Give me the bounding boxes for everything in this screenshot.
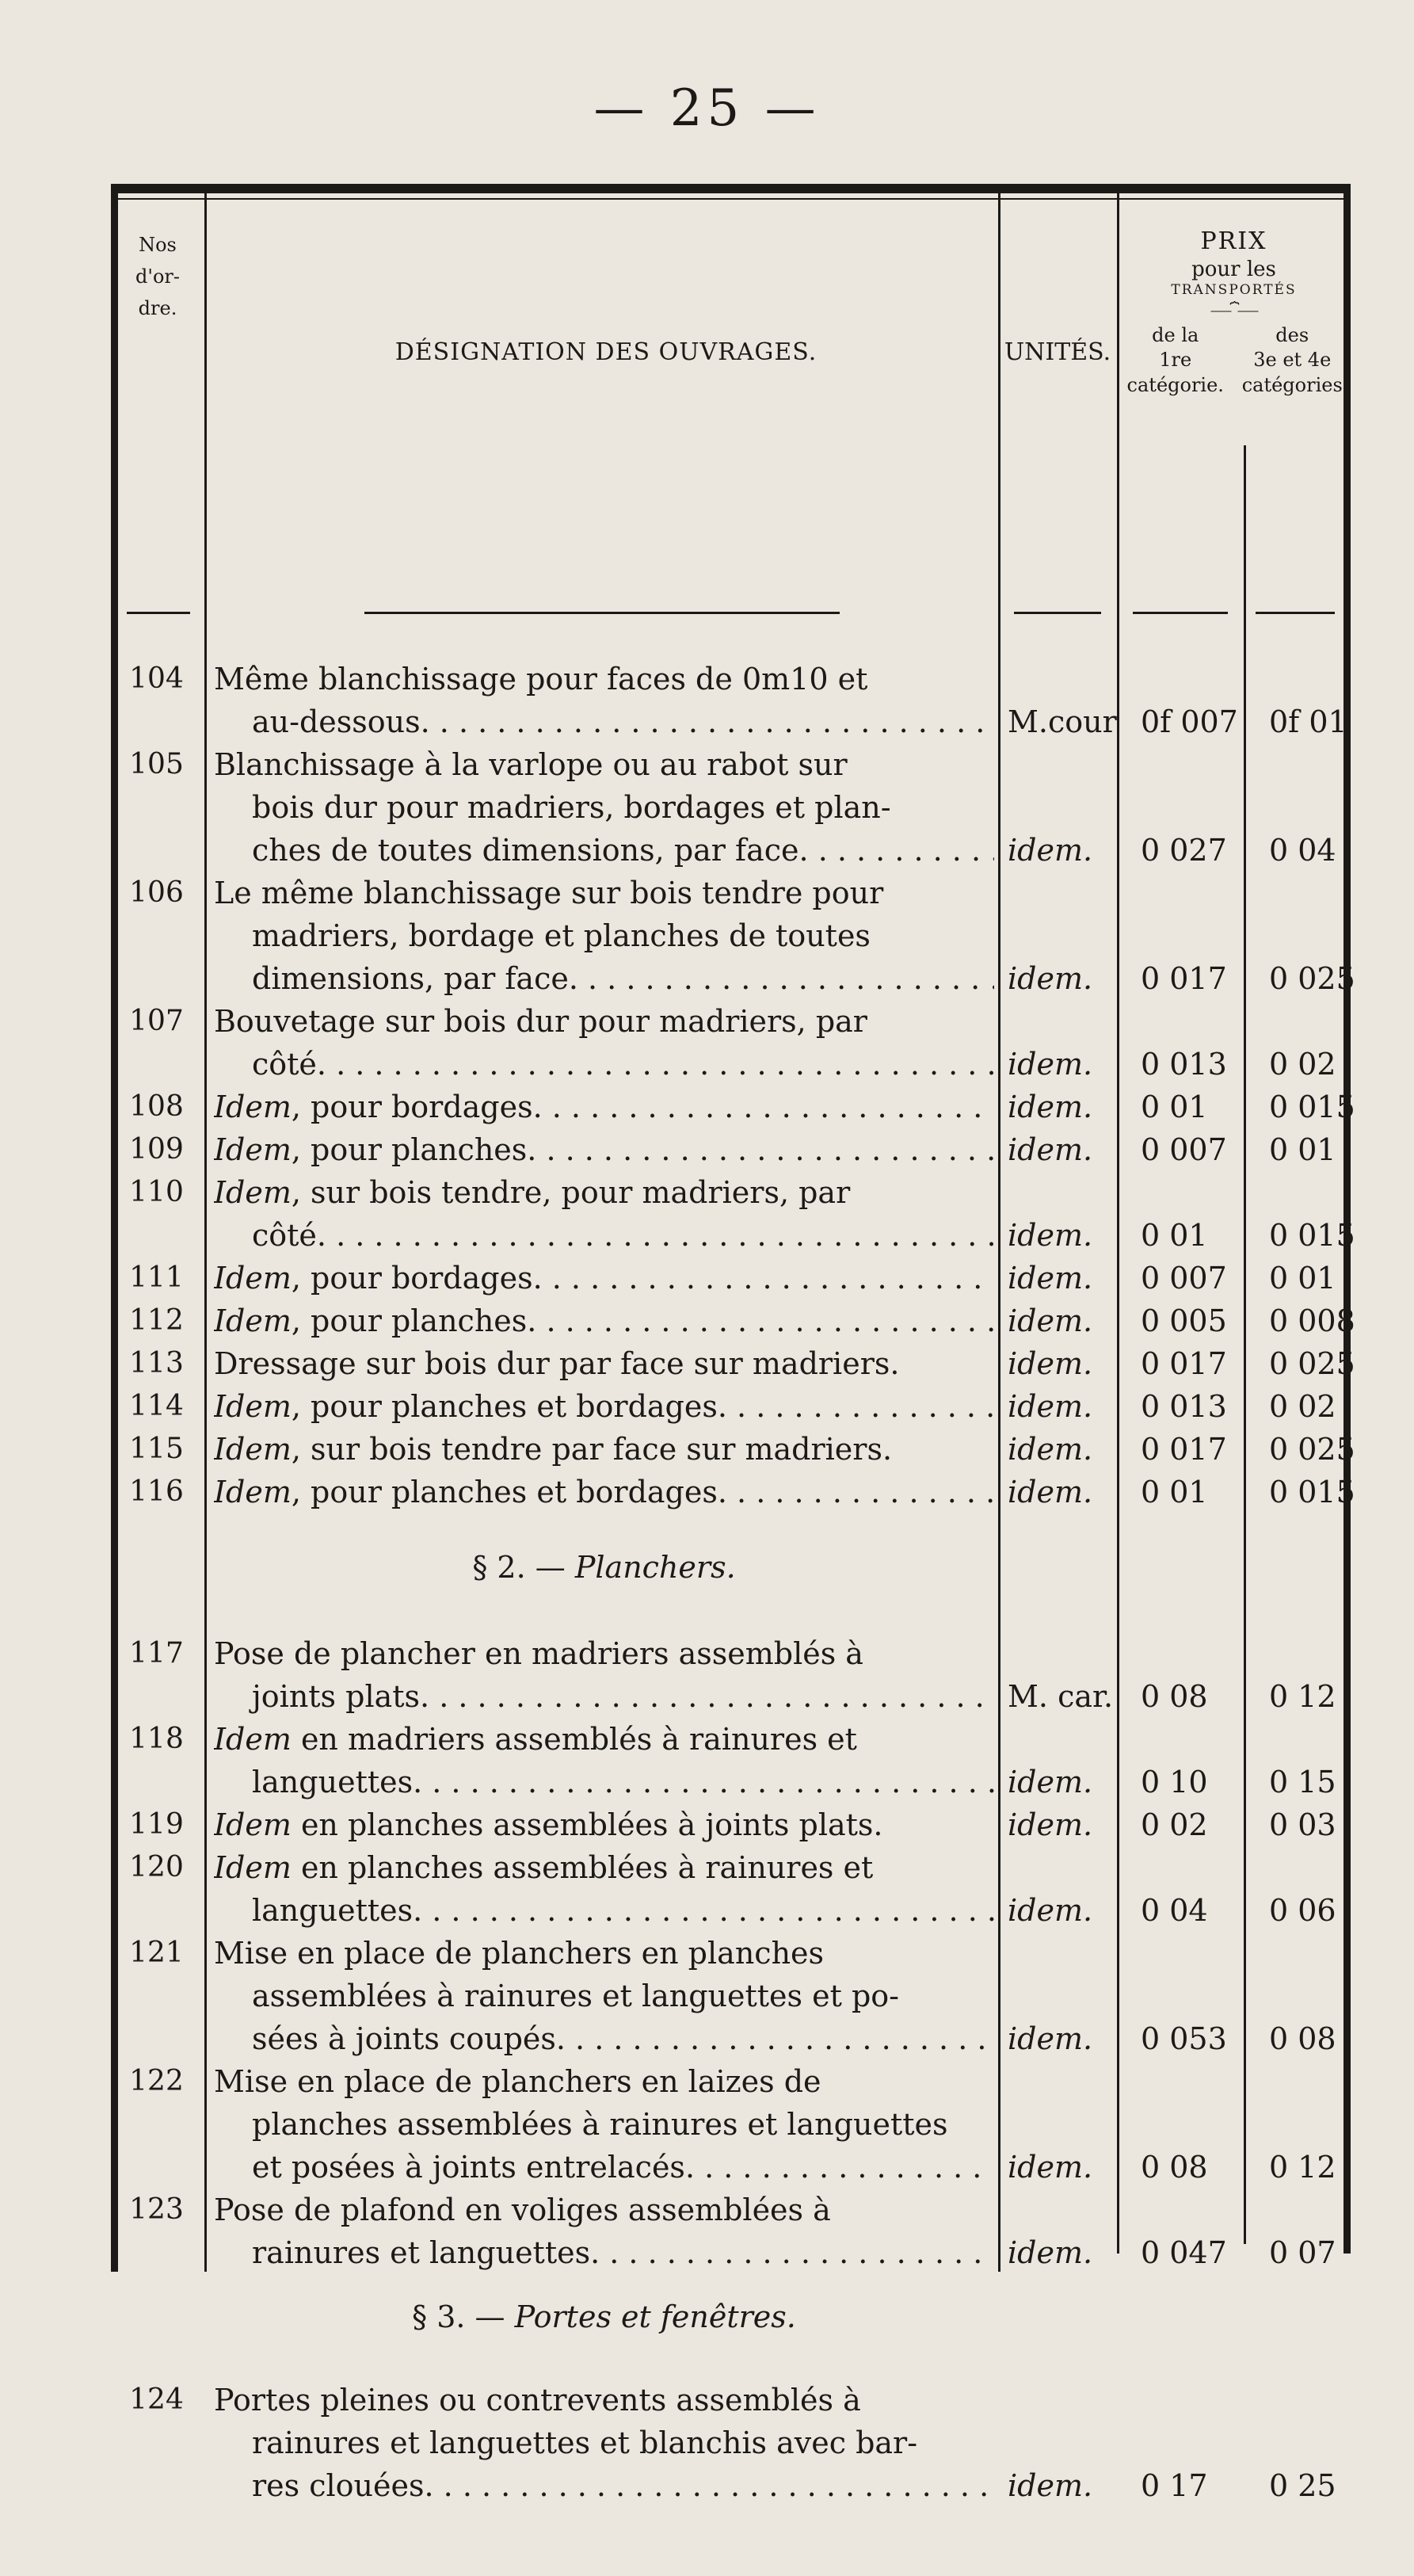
row-unit: M.cour <box>1008 704 1117 739</box>
header-designation: DÉSIGNATION DES OUVRAGES. <box>394 338 818 366</box>
row-price-cat2: 0 015 <box>1269 1218 1355 1253</box>
row-price-cat1: 0 01 <box>1141 1475 1208 1509</box>
leader-dots <box>317 1214 994 1257</box>
leader-dots <box>533 1257 994 1299</box>
designation-text: Idem, sur bois tendre, pour madriers, par <box>214 1175 851 1210</box>
designation-line <box>214 1932 994 1975</box>
designation-text: rainures et languettes et blanchis avec bar- <box>252 2425 918 2460</box>
leader-dots <box>556 2017 994 2060</box>
designation-line <box>214 957 994 1000</box>
row-designation <box>214 1299 994 1342</box>
row-unit: idem. <box>1008 2150 1093 2185</box>
designation-line <box>214 914 994 957</box>
designation-text: Même blanchissage pour faces de 0m10 et <box>214 662 868 696</box>
designation-text: Pose de plancher en madriers assemblés à <box>214 1636 863 1671</box>
designation-line <box>214 1214 994 1257</box>
row-price-cat2: 0 025 <box>1269 961 1355 996</box>
row-unit: idem. <box>1008 833 1093 868</box>
designation-line <box>214 1632 994 1675</box>
row-price-cat2: 0 03 <box>1269 1807 1336 1842</box>
row-designation <box>214 743 994 872</box>
leader-dots <box>533 1086 994 1128</box>
row-price-cat1: 0 08 <box>1141 2150 1208 2185</box>
designation-line <box>214 700 994 743</box>
designation-text: Mise en place de planchers en laizes de <box>214 2064 821 2099</box>
row-price-cat1: 0 017 <box>1141 961 1227 996</box>
designation-text: sées à joints coupés <box>252 2021 556 2056</box>
row-price-cat1: 0 007 <box>1141 1132 1227 1167</box>
row-price-cat2: 0 025 <box>1269 1432 1355 1467</box>
designation-line <box>214 1761 994 1803</box>
designation-line <box>214 1675 994 1718</box>
row-unit: idem. <box>1008 1893 1093 1928</box>
row-unit: idem. <box>1008 1389 1093 1424</box>
designation-line <box>214 872 994 914</box>
designation-line <box>214 1128 994 1171</box>
row-price-cat2: 0 08 <box>1269 2021 1336 2056</box>
designation-text: res clouées <box>252 2468 425 2503</box>
designation-text: Idem, pour planches <box>214 1132 528 1167</box>
designation-text: Idem en planches assemblées à rainures et <box>214 1850 874 1885</box>
row-unit: idem. <box>1008 1218 1093 1253</box>
row-number: 104 <box>129 662 184 695</box>
designation-text: languettes <box>252 1765 414 1799</box>
leader-dots <box>527 1299 994 1342</box>
designation-text: Bouvetage sur bois dur pour madriers, par <box>214 1004 867 1039</box>
row-unit: idem. <box>1008 1261 1093 1296</box>
row-designation <box>214 1257 994 1299</box>
row-unit: idem. <box>1008 1090 1093 1124</box>
leader-dots <box>527 1128 994 1171</box>
designation-text: Idem, pour planches et bordages <box>214 1389 718 1424</box>
row-unit: idem. <box>1008 1346 1093 1381</box>
row-price-cat2: 0 02 <box>1269 1389 1336 1424</box>
row-price-cat1: 0 10 <box>1141 1765 1208 1799</box>
row-price-cat2: 0 01 <box>1269 1132 1336 1167</box>
leader-dots <box>590 2231 994 2274</box>
row-number: 110 <box>129 1176 184 1208</box>
header-prix <box>1117 203 1351 599</box>
designation-line <box>214 2060 994 2103</box>
row-price-cat2: 0 25 <box>1269 2468 1336 2503</box>
leader-dots <box>421 700 994 743</box>
designation-text: bois dur pour madriers, bordages et plan- <box>252 790 891 825</box>
designation-text: Idem, pour bordages <box>214 1261 533 1296</box>
row-price-cat2: 0 025 <box>1269 1346 1355 1381</box>
row-price-cat1: 0 013 <box>1141 1389 1227 1424</box>
row-price-cat2: 0 07 <box>1269 2235 1336 2270</box>
designation-text: Idem, pour planches <box>214 1303 528 1338</box>
section-label: § 2. — <box>472 1550 575 1585</box>
row-unit: idem. <box>1008 1432 1093 1467</box>
row-price-cat2: 0 02 <box>1269 1047 1336 1082</box>
header-rule-desig <box>364 612 840 614</box>
designation-line <box>214 829 994 872</box>
row-number: 113 <box>129 1347 184 1380</box>
designation-text: et posées à joints entrelacés <box>252 2150 685 2185</box>
row-designation <box>214 1471 994 1513</box>
row-number: 112 <box>129 1304 184 1337</box>
row-price-cat1: 0 02 <box>1141 1807 1208 1842</box>
designation-line <box>214 743 994 786</box>
row-price-cat2: 0 015 <box>1269 1475 1355 1509</box>
table-top-rule <box>111 184 1351 193</box>
designation-text: Idem, pour bordages <box>214 1090 533 1124</box>
row-designation <box>214 1803 994 1846</box>
designation-line <box>214 1471 994 1513</box>
row-price-cat1: 0 007 <box>1141 1261 1227 1296</box>
designation-text: Mise en place de planchers en planches <box>214 1936 825 1971</box>
row-price-cat2: 0 06 <box>1269 1893 1336 1928</box>
row-designation <box>214 2189 994 2274</box>
row-number: 119 <box>129 1808 184 1841</box>
section-label: § 3. — <box>412 2299 515 2334</box>
row-unit: idem. <box>1008 1807 1093 1842</box>
prix-sub: pour les <box>1191 257 1276 281</box>
table-row <box>111 1428 1355 1471</box>
row-price-cat2: 0 15 <box>1269 1765 1336 1799</box>
header-rule-cat1 <box>1133 612 1228 614</box>
designation-text: madriers, bordage et planches de toutes <box>252 918 871 953</box>
row-designation <box>214 1171 994 1257</box>
designation-line <box>214 1428 994 1471</box>
leader-dots <box>317 1043 994 1086</box>
row-number: 122 <box>129 2065 184 2097</box>
table-top-thin-rule <box>111 198 1351 200</box>
table-row <box>111 1086 1355 1128</box>
table-row <box>111 1171 1355 1257</box>
brace-icon: ⎯⎯⎯⏞⎯⎯⎯ <box>1210 300 1257 320</box>
section-title: Planchers. <box>574 1550 736 1585</box>
designation-text: Idem en planches assemblées à joints plats. <box>214 1807 883 1842</box>
designation-line <box>214 1299 994 1342</box>
table-row <box>111 743 1351 872</box>
row-price-cat1: 0 027 <box>1141 833 1227 868</box>
designation-line <box>214 1975 994 2017</box>
row-unit: idem. <box>1008 2021 1093 2056</box>
designation-text: Idem, sur bois tendre par face sur madriers. <box>214 1432 893 1467</box>
row-price-cat1: 0 17 <box>1141 2468 1208 2503</box>
designation-text: côté <box>252 1047 317 1082</box>
prix-title: PRIX <box>1200 227 1267 255</box>
designation-text: assemblées à rainures et languettes et po- <box>252 1979 899 2013</box>
designation-line <box>214 1889 994 1932</box>
designation-text: Le même blanchissage sur bois tendre pour <box>214 876 884 910</box>
designation-line <box>214 1086 994 1128</box>
table-row <box>111 872 1355 1000</box>
row-designation <box>214 2060 994 2189</box>
designation-line <box>214 1171 994 1214</box>
leader-dots <box>718 1471 994 1513</box>
row-number: 121 <box>129 1937 184 1969</box>
row-unit: idem. <box>1008 961 1093 996</box>
row-number: 124 <box>129 2383 184 2416</box>
designation-line <box>214 2017 994 2060</box>
leader-dots <box>413 1889 994 1932</box>
designation-text: planches assemblées à rainures et languettes <box>252 2107 948 2142</box>
prix-transportes: TRANSPORTÉS <box>1171 282 1297 298</box>
designation-text: Dressage sur bois dur par face sur madriers. <box>214 1346 900 1381</box>
row-price-cat1: 0 005 <box>1141 1303 1227 1338</box>
row-designation <box>214 1128 994 1171</box>
price-table <box>111 184 1355 2503</box>
leader-dots <box>685 2146 994 2189</box>
row-price-cat1: 0 017 <box>1141 1346 1227 1381</box>
row-number: 123 <box>129 2193 184 2226</box>
header-units: UNITÉS. <box>1004 338 1111 366</box>
leader-dots <box>413 1761 994 1803</box>
row-unit: idem. <box>1008 2235 1093 2270</box>
designation-text: au-dessous <box>252 704 421 739</box>
leader-dots <box>420 1675 994 1718</box>
designation-text: ches de toutes dimensions, par face <box>252 833 799 868</box>
row-unit: idem. <box>1008 1475 1093 1509</box>
prix-cat2-header: des 3e et 4e catégories <box>1241 324 1343 396</box>
leader-dots <box>569 957 994 1000</box>
row-number: 105 <box>129 748 184 780</box>
table-row <box>111 658 1351 743</box>
row-number: 117 <box>129 1637 184 1670</box>
row-price-cat2: 0 01 <box>1269 1261 1336 1296</box>
row-number: 115 <box>129 1433 184 1465</box>
designation-line <box>214 2421 994 2464</box>
table-row <box>111 1385 1351 1428</box>
designation-text: côté <box>252 1218 317 1253</box>
designation-line <box>214 658 994 700</box>
section-heading <box>214 2299 994 2334</box>
row-number: 107 <box>129 1005 184 1037</box>
designation-text: joints plats <box>252 1679 421 1714</box>
table-row <box>111 1803 1351 1846</box>
leader-dots <box>799 829 994 872</box>
row-designation <box>214 1000 994 1086</box>
row-price-cat2: 0 04 <box>1269 833 1336 868</box>
designation-line <box>214 1846 994 1889</box>
header-rule-units <box>1014 612 1101 614</box>
designation-line <box>214 2231 994 2274</box>
row-designation <box>214 1846 994 1932</box>
leader-dots <box>425 2464 995 2507</box>
designation-line <box>214 2464 994 2507</box>
row-price-cat2: 0 008 <box>1269 1303 1355 1338</box>
row-number: 116 <box>129 1475 184 1508</box>
row-price-cat1: 0 013 <box>1141 1047 1227 1082</box>
row-designation <box>214 1632 994 1718</box>
row-price-cat1: 0 08 <box>1141 1679 1208 1714</box>
designation-line <box>214 1385 994 1428</box>
row-designation <box>214 1718 994 1803</box>
row-number: 114 <box>129 1390 184 1422</box>
table-row <box>111 2060 1351 2189</box>
row-unit: idem. <box>1008 1765 1093 1799</box>
row-unit: idem. <box>1008 1132 1093 1167</box>
row-price-cat2: 0 015 <box>1269 1090 1355 1124</box>
section-heading <box>214 1550 994 1585</box>
table-row <box>111 1471 1355 1513</box>
header-order-number: Nos d'or- dre. <box>135 234 180 319</box>
table-row <box>111 1932 1351 2060</box>
row-designation <box>214 1086 994 1128</box>
row-unit: idem. <box>1008 2468 1093 2503</box>
header-rule-cat2 <box>1256 612 1335 614</box>
row-designation <box>214 872 994 1000</box>
table-row <box>111 1718 1351 1803</box>
row-price-cat1: 0 04 <box>1141 1893 1208 1928</box>
row-designation <box>214 1932 994 2060</box>
designation-text: Blanchissage à la varlope ou au rabot sur <box>214 747 848 782</box>
row-number: 108 <box>129 1090 184 1123</box>
table-row <box>111 1257 1351 1299</box>
designation-text: rainures et languettes <box>252 2235 591 2270</box>
designation-line <box>214 2146 994 2189</box>
row-price-cat2: 0 12 <box>1269 1679 1336 1714</box>
row-number: 118 <box>129 1723 184 1755</box>
row-price-cat1: 0 017 <box>1141 1432 1227 1467</box>
leader-dots <box>718 1385 994 1428</box>
row-designation <box>214 658 994 743</box>
page-number: — 25 — <box>593 79 821 138</box>
table-row <box>111 1632 1351 1718</box>
designation-line <box>214 1718 994 1761</box>
table-row <box>111 2189 1351 2274</box>
row-price-cat1: 0 01 <box>1141 1090 1208 1124</box>
designation-line <box>214 1257 994 1299</box>
row-number: 109 <box>129 1133 184 1166</box>
header-rule-num <box>127 612 190 614</box>
row-designation <box>214 1428 994 1471</box>
row-price-cat1: 0 01 <box>1141 1218 1208 1253</box>
row-designation <box>214 1385 994 1428</box>
designation-text: dimensions, par face <box>252 961 569 996</box>
designation-line <box>214 1803 994 1846</box>
designation-text: Idem en madriers assemblés à rainures et <box>214 1722 857 1757</box>
row-designation <box>214 2379 994 2507</box>
row-price-cat1: 0 053 <box>1141 2021 1227 2056</box>
row-number: 120 <box>129 1851 184 1883</box>
table-row <box>111 1342 1355 1385</box>
row-price-cat1: 0f 007 <box>1141 704 1238 739</box>
row-number: 111 <box>129 1261 184 1294</box>
table-row <box>111 1000 1351 1086</box>
row-number: 106 <box>129 876 184 909</box>
row-unit: idem. <box>1008 1303 1093 1338</box>
row-unit: idem. <box>1008 1047 1093 1082</box>
designation-text: languettes <box>252 1893 414 1928</box>
designation-text: Portes pleines ou contrevents assemblés à <box>214 2383 861 2418</box>
designation-text: Idem, pour planches et bordages <box>214 1475 718 1509</box>
row-price-cat2: 0f 01 <box>1269 704 1347 739</box>
table-row <box>111 1128 1351 1171</box>
prix-cat1-header: de la 1re catégorie. <box>1126 324 1224 396</box>
section-title: Portes et fenêtres. <box>514 2299 796 2334</box>
designation-line <box>214 1342 994 1385</box>
table-row <box>111 1299 1355 1342</box>
designation-line <box>214 1000 994 1043</box>
row-price-cat2: 0 12 <box>1269 2150 1336 2185</box>
designation-line <box>214 2379 994 2421</box>
table-row <box>111 2379 1351 2507</box>
row-designation <box>214 1342 994 1385</box>
table-row <box>111 1846 1351 1932</box>
designation-line <box>214 2189 994 2231</box>
designation-line <box>214 2103 994 2146</box>
designation-text: Pose de plafond en voliges assemblées à <box>214 2192 831 2227</box>
row-price-cat1: 0 047 <box>1141 2235 1227 2270</box>
designation-line <box>214 1043 994 1086</box>
row-unit: M. car. <box>1008 1679 1114 1714</box>
designation-line <box>214 786 994 829</box>
